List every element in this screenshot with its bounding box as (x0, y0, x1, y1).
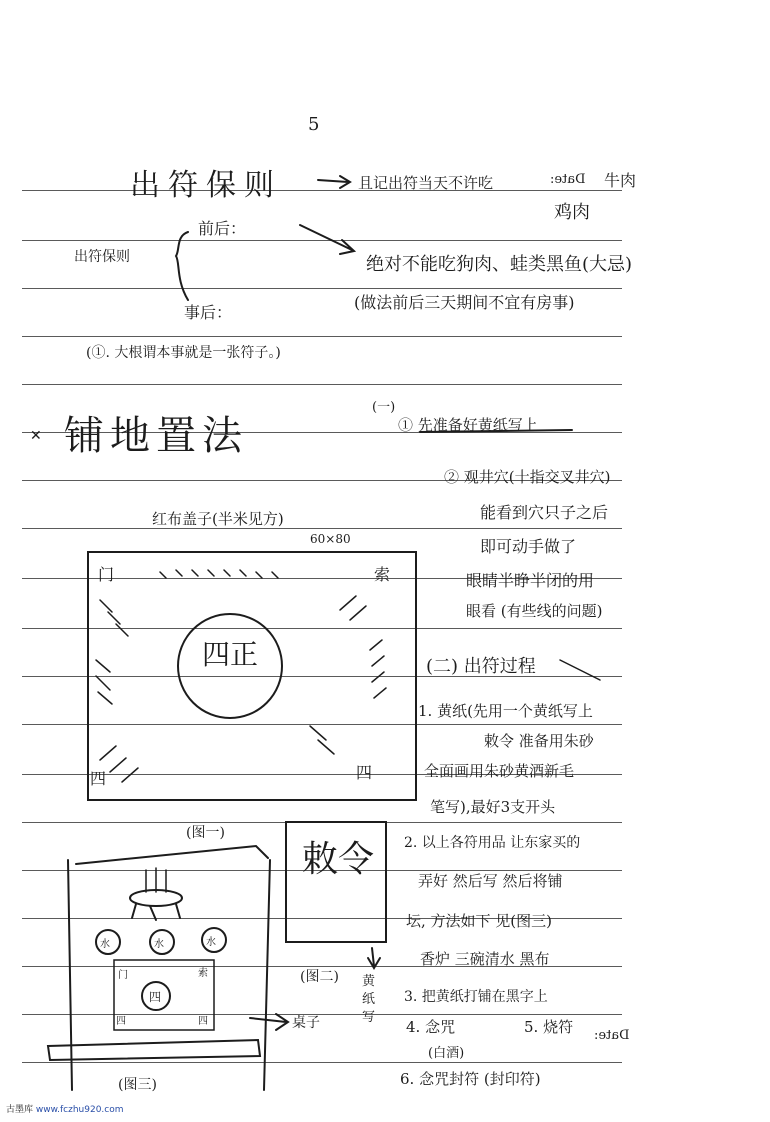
watermark-url: www.fczhu920.com (35, 1105, 124, 1115)
mirror-date (594, 1028, 629, 1043)
process-1d: 笔写),最好3支开头 (430, 798, 556, 816)
diagram3-mat-corner-1: 门 (118, 970, 128, 981)
diagram3-mat-corner-3: 四 (116, 1016, 126, 1027)
rule-arrow-icon (300, 225, 354, 254)
diagram3-table (48, 1040, 260, 1060)
pointer-arrow-icon (250, 1014, 288, 1030)
diagram2-side-note-3: 写 (362, 1010, 376, 1025)
header-mirror-text: Date: (550, 172, 586, 187)
wine-note: (白酒) (428, 1046, 465, 1061)
diagram2-side-note-1: 黄 (362, 974, 376, 989)
header-arrow-icon (318, 176, 350, 188)
diagram3-caption: (图三) (118, 1077, 157, 1093)
process-2d: 香炉 三碗清水 黑布 (420, 950, 550, 968)
diagram3-mat-center: 四 (149, 990, 162, 1004)
page-number: 5 (308, 114, 320, 135)
cloth-size: 60×80 (310, 532, 351, 546)
watermark-site: 古墨库 (6, 1105, 34, 1115)
step-2-detail-4: 眼看 (有些线的问题) (466, 602, 603, 620)
diagram1-corner-tl: 门 (98, 565, 115, 584)
process-3: 3. 把黄纸打铺在黑字上 (404, 989, 548, 1005)
step-2-detail-1: 能看到穴只子之后 (480, 503, 609, 522)
process-1a: 1. 黄纸(先用一个黄纸写上 (418, 702, 593, 720)
header-note: 且记出符当天不许吃 (358, 174, 494, 192)
header-mirror (550, 172, 585, 187)
rule-before-label: 前后： (198, 219, 247, 238)
header-note-3: 鸡肉 (554, 202, 590, 223)
diagram1-corner-bl: 四 (90, 769, 107, 788)
rules-label: 出符保则 (74, 249, 130, 265)
diagram3-bowl-1: 水 (100, 939, 110, 950)
diagram1-center: 四正 (201, 638, 258, 671)
section-marker: ✕ (30, 428, 42, 444)
step-1: ① 先准备好黄纸写上 (398, 416, 538, 434)
diagram3-frame (68, 846, 270, 1090)
process-1c: 全面画用朱砂黄酒新毛 (424, 762, 575, 780)
step-2-detail-2: 即可动手做了 (480, 537, 577, 556)
diagram3-mat-corner-4: 四 (198, 1016, 208, 1027)
step-2-detail-3: 眼睛半睁半闭的用 (466, 571, 595, 590)
cloth-label: 红布盖子(半米见方) (152, 510, 284, 528)
rule-after-label: 事后： (184, 303, 233, 322)
diagram2-caption: (图二) (300, 969, 339, 985)
rule-after-text: (做法前后三天期间不宜有房事) (354, 293, 575, 312)
section-title: 铺地置法 (64, 413, 248, 459)
process-2c: 坛, 方法如下 见(图三) (406, 912, 553, 930)
diagram2-text: 敕令 (301, 839, 374, 880)
process-title: (二) 出符过程 (426, 656, 536, 677)
process-2b: 弄好 然后写 然后将铺 (418, 872, 563, 890)
process-1b: 敕令 准备用朱砂 (484, 732, 594, 750)
step-2: ② 观井穴(十指交叉井穴) (444, 468, 611, 486)
watermark (6, 1102, 124, 1115)
process-4: 4. 念咒 (406, 1018, 456, 1036)
header-note-2: 牛肉 (604, 171, 637, 190)
process-5: 5. 烧符 (524, 1018, 574, 1036)
section-num: (一) (372, 400, 396, 415)
diagram3-pointer-label: 桌子 (292, 1015, 320, 1031)
header-title: 出符保则 (130, 168, 282, 203)
diagram3-mat-corner-2: 索 (198, 968, 208, 979)
process-2a: 2. 以上各符用品 让东家买的 (404, 835, 581, 851)
process-6: 6. 念咒封符 (封印符) (400, 1070, 541, 1088)
diagram3-bowl-3: 水 (206, 937, 216, 948)
rule-note: (①. 大根谓本事就是一张符子。) (86, 345, 281, 361)
diagram1-corner-br: 四 (356, 763, 373, 782)
diagram2-side-note-2: 纸 (362, 992, 376, 1007)
diagram1-caption: (图一) (186, 825, 225, 841)
mirror-date-text: Date: (594, 1028, 630, 1043)
rule-before-text: 绝对不能吃狗肉、蛙类黑鱼(大忌) (366, 254, 633, 275)
brace-icon (176, 232, 188, 300)
diagram1-corner-tr: 索 (374, 565, 391, 584)
diagram3-bowl-2: 水 (154, 939, 164, 950)
